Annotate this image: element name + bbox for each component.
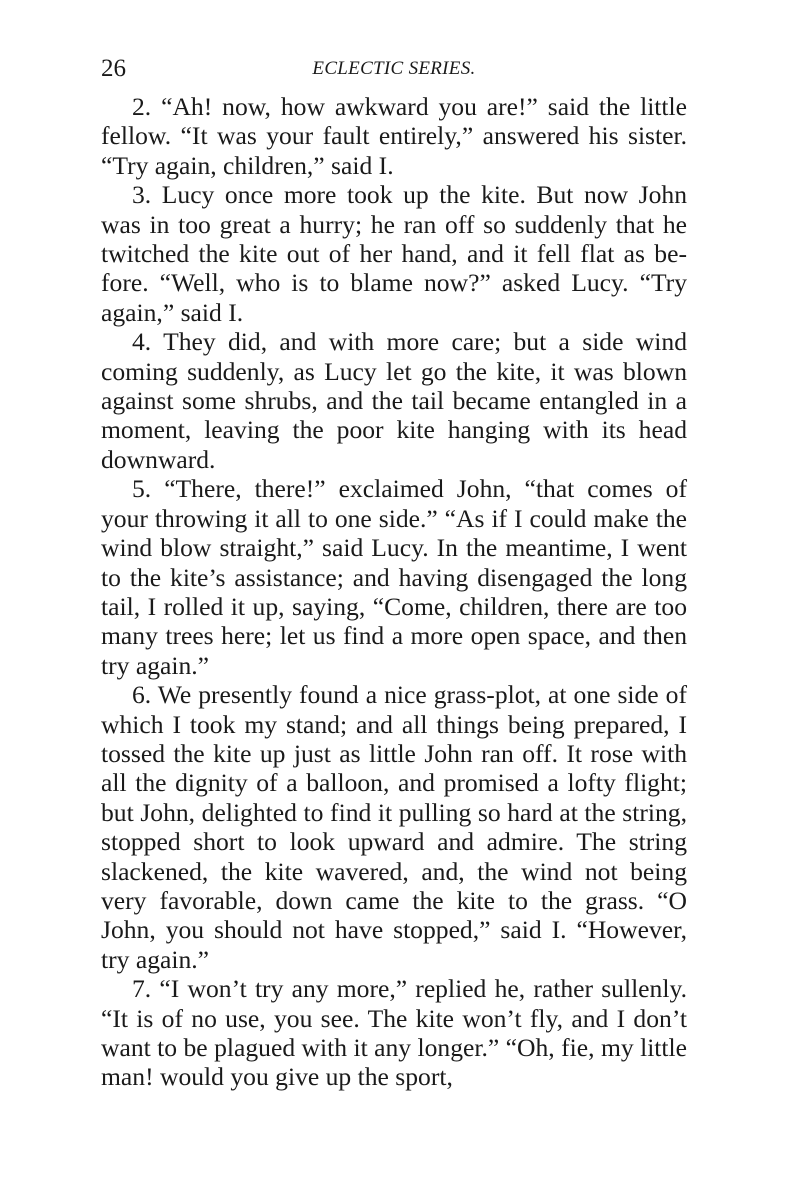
paragraph-2: 2. “Ah! now, how awkward you are!” said the little fellow. “It was your fault entirely,” answered his sister. “Try again, children,” said I. [101, 92, 687, 180]
paragraph-3: 3. Lucy once more took up the kite. But now John was in too great a hurry; he ran off so suddenly that he twitched the kite out of her hand, and it fell flat as before. “Well, who is to blame now?” asked Lucy. “Try again,” said I. [101, 180, 687, 327]
series-title: ECLECTIC SERIES. [312, 58, 476, 79]
paragraph-4: 4. They did, and with more care; but a side wind coming suddenly, as Lucy let go the kite, it was blown against some shrubs, and the tail became entangled in a moment, leaving the poor kite hanging with its head downward. [101, 327, 687, 474]
paragraph-6: 6. We presently found a nice grass-plot, at one side of which I took my stand; and all things being prepared, I tossed the kite up just as little John ran off. It rose with all the dignity of a balloon, and promised a lofty flight; but John, delighted to find it pulling so hard at the string, stopped short to look upward and admire. The string slackened, the kite wavered, and, the wind not being very favorable, down came the kite to the grass. “O John, you should not have stopped,” said I. “However, try again.” [101, 680, 687, 974]
paragraph-5: 5. “There, there!” exclaimed John, “that comes of your throwing it all to one side.” “As if I could make the wind blow straight,” said Lucy. In the meantime, I went to the kite’s assistance; and having disengaged the long tail, I rolled it up, saying, “Come, children, there are too many trees here; let us find a more open space, and then try again.” [101, 474, 687, 680]
book-page [101, 52, 687, 1092]
paragraph-7: 7. “I won’t try any more,” replied he, rather sullenly. “It is of no use, you see. The kite won’t fly, and I don’t want to be plagued with it any longer.” “Oh, fie, my little man! would you give up the sport, [101, 974, 687, 1092]
body-text [101, 92, 687, 1092]
page-number: 26 [101, 55, 126, 82]
running-head [101, 52, 687, 86]
